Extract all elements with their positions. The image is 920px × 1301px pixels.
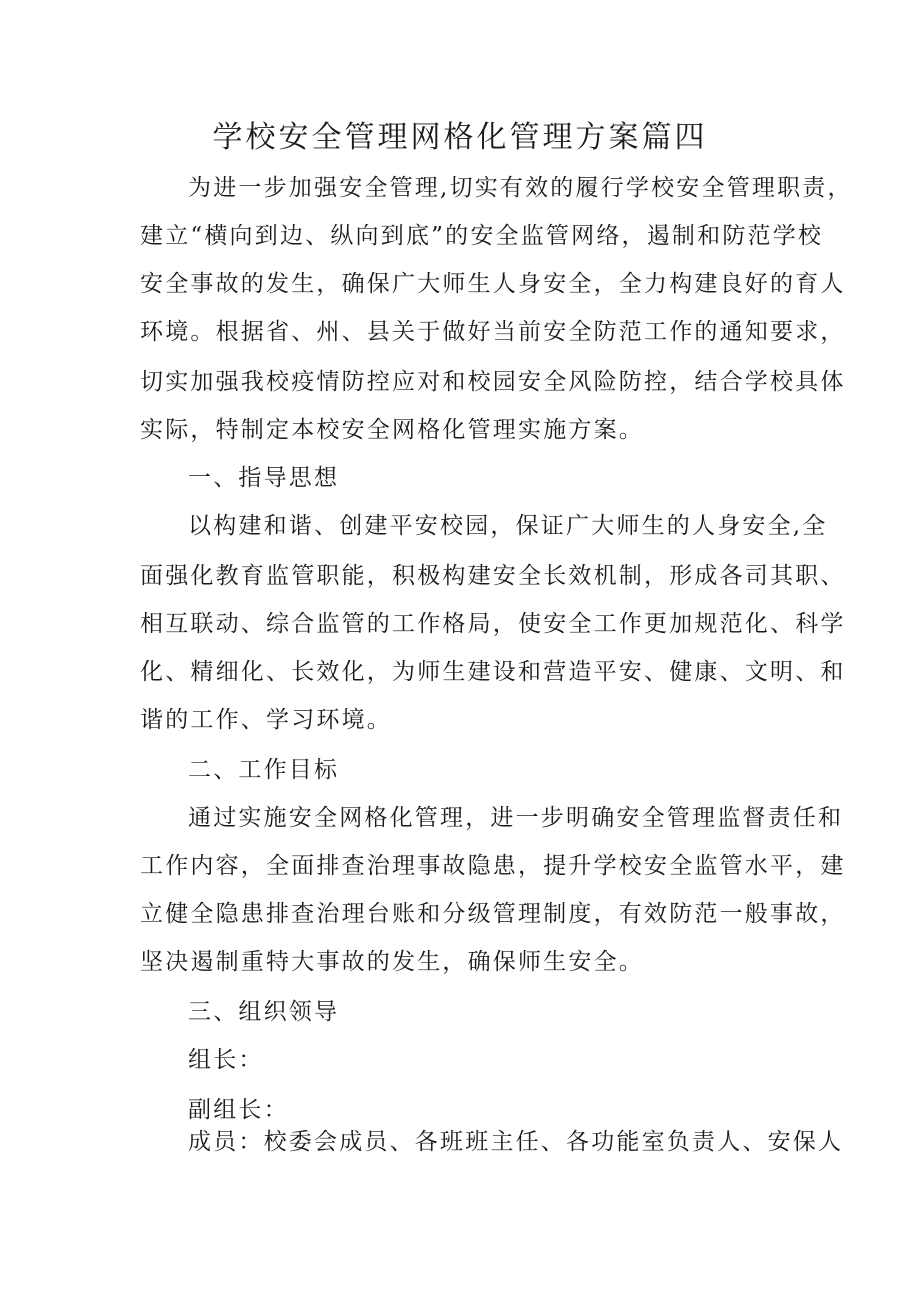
intro-line-5: 切实加强我校疫情防控应对和校园安全风险防控，结合学校具体 bbox=[140, 369, 846, 395]
leader-label: 组长： bbox=[188, 1047, 264, 1073]
section2-line-4: 坚决遏制重特大事故的发生，确保师生安全。 bbox=[140, 949, 644, 975]
section2-line-1: 通过实施安全网格化管理，进一步明确安全管理监督责任和 bbox=[188, 805, 844, 831]
intro-line-3: 安全事故的发生，确保广大师生人身安全，全力构建良好的育人 bbox=[140, 271, 846, 297]
section1-line-4: 化、精细化、长效化，为师生建设和营造平安、健康、文明、和 bbox=[140, 659, 846, 685]
document-title: 学校安全管理网格化管理方案篇四 bbox=[212, 120, 708, 155]
section-heading-guiding-thought: 一、指导思想 bbox=[188, 465, 340, 491]
section1-line-3: 相互联动、综合监管的工作格局，使安全工作更加规范化、科学 bbox=[140, 611, 846, 637]
vice-leader-label: 副组长： bbox=[188, 1097, 289, 1123]
members-line: 成员：校委会成员、各班班主任、各功能室负责人、安保人 bbox=[188, 1129, 844, 1155]
section-heading-work-goals: 二、工作目标 bbox=[188, 757, 340, 783]
intro-line-6: 实际，特制定本校安全网格化管理实施方案。 bbox=[140, 417, 644, 443]
intro-line-1: 为进一步加强安全管理,切实有效的履行学校安全管理职责， bbox=[188, 175, 853, 201]
intro-line-4: 环境。根据省、州、县关于做好当前安全防范工作的通知要求， bbox=[140, 319, 846, 345]
section-heading-organization: 三、组织领导 bbox=[188, 999, 340, 1025]
section1-line-2: 面强化教育监管职能，积极构建安全长效机制，形成各司其职、 bbox=[140, 563, 846, 589]
section2-line-3: 立健全隐患排查治理台账和分级管理制度，有效防范一般事故， bbox=[140, 901, 846, 927]
section1-line-1: 以构建和谐、创建平安校园，保证广大师生的人身安全,全 bbox=[188, 513, 828, 539]
section2-line-2: 工作内容，全面排查治理事故隐患，提升学校安全监管水平，建 bbox=[140, 853, 846, 879]
section1-line-5: 谐的工作、学习环境。 bbox=[140, 707, 392, 733]
intro-line-2: 建立“横向到边、纵向到底”的安全监管网络，遏制和防范学校 bbox=[140, 223, 824, 249]
